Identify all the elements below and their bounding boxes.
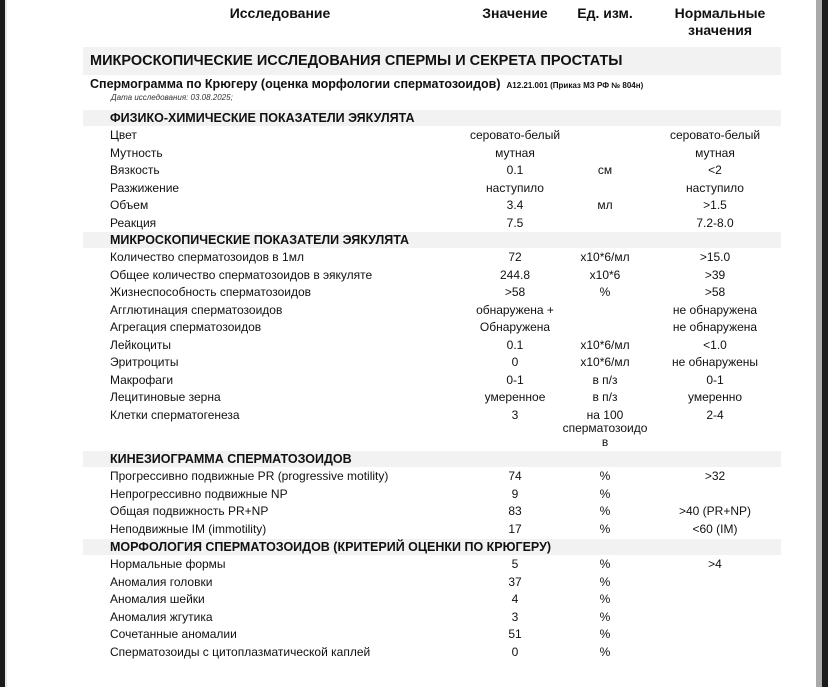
result-unit: % xyxy=(599,504,611,518)
result-value: 0.1 xyxy=(506,163,524,177)
result-row xyxy=(0,302,828,319)
result-row xyxy=(0,284,828,301)
result-unit: на 100 сперматозоидо в xyxy=(562,407,648,449)
result-norm: серовато-белый xyxy=(669,128,761,142)
section-header: МИКРОСКОПИЧЕСКИЕ ПОКАЗАТЕЛИ ЭЯКУЛЯТА xyxy=(83,232,781,248)
result-unit: x10*6/мл xyxy=(580,355,630,369)
result-name: Аномалия жгутика xyxy=(110,609,213,624)
result-norm: умеренно xyxy=(687,390,743,404)
main-section-header: МИКРОСКОПИЧЕСКИЕ ИССЛЕДОВАНИЯ СПЕРМЫ И СЕКРЕТА ПРОСТАТЫ xyxy=(83,47,781,75)
result-row xyxy=(0,591,828,608)
result-row xyxy=(0,503,828,520)
section-header: МОРФОЛОГИЯ СПЕРМАТОЗОИДОВ (КРИТЕРИЙ ОЦЕНКИ ПО КРЮГЕРУ) xyxy=(83,539,781,555)
result-unit: % xyxy=(599,486,611,501)
result-norm: не обнаружены xyxy=(671,355,759,369)
result-unit: % xyxy=(599,285,611,299)
column-header-norm-line2: значения xyxy=(688,22,752,38)
result-value: 244.8 xyxy=(499,267,531,282)
result-value: 3 xyxy=(511,609,519,624)
result-name: Нормальные формы xyxy=(110,557,226,571)
result-row xyxy=(0,609,828,626)
result-name: Цвет xyxy=(110,128,137,142)
result-name: Эритроциты xyxy=(110,355,179,369)
result-row xyxy=(0,354,828,371)
result-name: Макрофаги xyxy=(110,372,174,387)
result-name: Прогрессивно подвижные PR (progressive motility) xyxy=(110,469,389,483)
result-value: 0-1 xyxy=(506,372,524,387)
result-unit: % xyxy=(599,609,611,624)
result-row xyxy=(0,180,828,197)
result-norm: >58 xyxy=(704,285,726,299)
result-row xyxy=(0,162,828,179)
column-header-norm xyxy=(650,5,790,39)
result-row xyxy=(0,521,828,538)
section-header: КИНЕЗИОГРАММА СПЕРМАТОЗОИДОВ xyxy=(83,451,781,467)
result-norm: 2-4 xyxy=(706,407,724,422)
result-unit: % xyxy=(599,627,611,641)
result-value: мутная xyxy=(495,145,535,160)
result-value: умеренное xyxy=(484,390,546,404)
result-unit: x10*6/мл xyxy=(580,250,630,264)
result-row xyxy=(0,197,828,214)
result-name: Клетки сперматогенеза xyxy=(110,407,240,422)
result-row xyxy=(0,215,828,232)
result-norm: >4 xyxy=(708,557,722,571)
result-norm: мутная xyxy=(695,145,735,160)
result-name: Мутность xyxy=(110,145,163,160)
result-value: Обнаружена xyxy=(479,320,551,334)
result-norm: >15.0 xyxy=(699,250,731,264)
result-value: 3 xyxy=(511,407,519,422)
result-row xyxy=(0,389,828,406)
result-name: Неподвижные IM (immotility) xyxy=(110,521,267,536)
result-norm: >39 xyxy=(704,267,726,282)
result-unit: % xyxy=(599,521,611,536)
result-norm: >40 (PR+NP) xyxy=(678,504,752,518)
result-norm: <60 (IM) xyxy=(692,521,738,536)
result-unit: % xyxy=(599,574,611,589)
result-row xyxy=(0,556,828,573)
result-name: Общее количество сперматозоидов в эякуляте xyxy=(110,267,373,282)
result-name: Сочетанные аномалии xyxy=(110,627,237,641)
result-value: серовато-белый xyxy=(469,128,561,142)
result-norm: 0-1 xyxy=(706,372,724,387)
result-name: Агглютинация сперматозоидов xyxy=(110,302,283,317)
result-value: 7.5 xyxy=(506,215,524,230)
result-unit: x10*6/мл xyxy=(580,337,630,352)
result-norm: <2 xyxy=(708,163,722,177)
result-row xyxy=(0,644,828,661)
result-value: 17 xyxy=(508,521,522,536)
test-name: Спермограмма по Крюгеру (оценка морфологии сперматозоидов) xyxy=(90,77,501,91)
result-row xyxy=(0,574,828,591)
result-name: Лейкоциты xyxy=(110,337,172,352)
column-header-norm-line1: Нормальные xyxy=(674,5,766,21)
result-row xyxy=(0,145,828,162)
result-value: 5 xyxy=(511,557,519,571)
result-row xyxy=(0,249,828,266)
result-unit: % xyxy=(599,644,611,659)
result-name: Аномалия головки xyxy=(110,574,213,589)
result-norm: не обнаружена xyxy=(672,302,758,317)
result-norm: не обнаружена xyxy=(672,320,758,334)
result-value: наступило xyxy=(486,180,544,195)
result-name: Непрогрессивно подвижные NP xyxy=(110,486,288,501)
test-code: A12.21.001 (Приказ МЗ РФ № 804н) xyxy=(506,81,644,90)
result-row xyxy=(0,626,828,643)
column-header-name: Исследование xyxy=(229,5,331,21)
result-unit: % xyxy=(599,469,611,483)
result-value: 83 xyxy=(508,504,522,518)
result-norm: >32 xyxy=(704,469,726,483)
result-row xyxy=(0,486,828,503)
result-unit: мл xyxy=(597,198,613,212)
result-value: 0 xyxy=(511,644,519,659)
result-value: 4 xyxy=(511,592,519,606)
result-name: Общая подвижность PR+NP xyxy=(110,504,269,518)
result-name: Сперматозоиды с цитоплазматической каплей xyxy=(110,644,371,659)
result-name: Аномалия шейки xyxy=(110,592,205,606)
result-name: Объем xyxy=(110,198,149,212)
result-unit: см xyxy=(597,163,613,177)
result-row xyxy=(0,127,828,144)
result-name: Лецитиновые зерна xyxy=(110,390,221,404)
result-unit: % xyxy=(599,592,611,606)
test-title xyxy=(90,76,643,94)
result-value: 51 xyxy=(508,627,522,641)
result-value: 3.4 xyxy=(506,198,524,212)
test-date: Дата исследования: 03.08.2025; xyxy=(111,93,233,102)
result-row xyxy=(0,468,828,485)
result-row xyxy=(0,267,828,284)
result-unit: % xyxy=(599,557,611,571)
result-unit: в п/з xyxy=(592,390,618,404)
result-norm: <1.0 xyxy=(703,337,727,352)
section-header: ФИЗИКО-ХИМИЧЕСКИЕ ПОКАЗАТЕЛИ ЭЯКУЛЯТА xyxy=(83,110,781,126)
result-norm: 7.2-8.0 xyxy=(696,215,734,230)
column-header-value: Значение xyxy=(482,5,548,21)
result-name: Жизнеспособность сперматозоидов xyxy=(110,285,312,299)
result-row xyxy=(0,372,828,389)
result-value: обнаружена + xyxy=(476,302,554,317)
result-name: Агрегация сперматозоидов xyxy=(110,320,262,334)
result-unit: x10*6 xyxy=(589,267,621,282)
result-name: Реакция xyxy=(110,215,157,230)
column-header-unit: Ед. изм. xyxy=(577,5,633,21)
result-name: Разжижение xyxy=(110,180,180,195)
result-row xyxy=(0,337,828,354)
result-unit: в п/з xyxy=(592,372,618,387)
result-value: 0 xyxy=(511,355,519,369)
result-value: 9 xyxy=(511,486,519,501)
result-norm: наступило xyxy=(686,180,744,195)
result-name: Количество сперматозоидов в 1мл xyxy=(110,250,304,264)
result-value: >58 xyxy=(504,285,526,299)
result-norm: >1.5 xyxy=(703,198,727,212)
result-value: 0.1 xyxy=(506,337,524,352)
result-value: 74 xyxy=(508,469,522,483)
result-value: 72 xyxy=(508,250,522,264)
result-value: 37 xyxy=(508,574,522,589)
result-name: Вязкость xyxy=(110,163,160,177)
result-row xyxy=(0,407,828,449)
result-row xyxy=(0,319,828,336)
